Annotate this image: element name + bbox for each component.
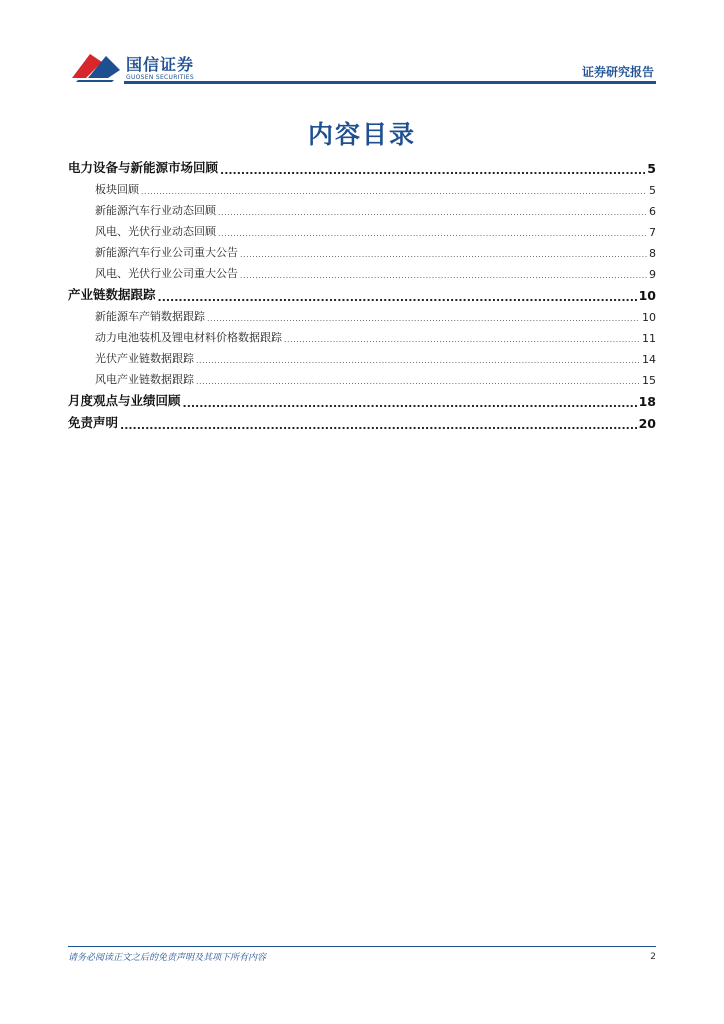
toc-entry-label: 风电产业链数据跟踪 xyxy=(95,373,194,386)
toc-entry-section[interactable] xyxy=(68,239,656,260)
toc-entry-label: 新能源汽车行业公司重大公告 xyxy=(95,246,238,259)
toc-entry-label: 板块回顾 xyxy=(95,183,139,196)
toc-leader-dots xyxy=(240,269,647,281)
toc-entry-page: 15 xyxy=(642,374,656,387)
toc-entry-section[interactable] xyxy=(68,218,656,239)
footer-divider xyxy=(68,946,656,947)
toc-entry-page: 18 xyxy=(638,394,656,409)
toc-leader-dots xyxy=(220,164,645,176)
page-number: 2 xyxy=(650,952,656,962)
toc-entry-label: 风电、光伏行业动态回顾 xyxy=(95,225,216,238)
report-type-label: 证券研究报告 xyxy=(581,65,654,79)
toc-entry-chapter[interactable] xyxy=(68,154,656,176)
footer-disclaimer: 请务必阅读正文之后的免责声明及其项下所有内容 xyxy=(68,953,267,963)
toc-entry-chapter[interactable] xyxy=(68,387,656,409)
logo-english-name: GUOSEN SECURITIES xyxy=(126,74,195,81)
toc-leader-dots xyxy=(158,291,637,303)
toc-entry-label: 新能源车产销数据跟踪 xyxy=(95,310,205,323)
toc-entry-page: 5 xyxy=(649,184,656,197)
toc-entry-section[interactable] xyxy=(68,345,656,366)
toc-entry-chapter[interactable] xyxy=(68,409,656,431)
toc-entry-page: 7 xyxy=(649,226,656,239)
toc-entry-label: 新能源汽车行业动态回顾 xyxy=(95,204,216,217)
toc-leader-dots xyxy=(183,397,637,409)
table-of-contents xyxy=(68,154,656,431)
header-divider xyxy=(124,81,656,84)
toc-entry-label: 免责声明 xyxy=(68,415,119,430)
toc-entry-page: 11 xyxy=(642,332,656,345)
toc-leader-dots xyxy=(207,312,640,324)
toc-leader-dots xyxy=(284,333,640,345)
toc-entry-label: 风电、光伏行业公司重大公告 xyxy=(95,267,238,280)
toc-entry-section[interactable] xyxy=(68,324,656,345)
toc-leader-dots xyxy=(141,185,647,197)
toc-title: 内容目录 xyxy=(307,120,416,149)
toc-entry-label: 动力电池装机及锂电材料价格数据跟踪 xyxy=(95,331,282,344)
toc-leader-dots xyxy=(218,227,647,239)
toc-entry-page: 14 xyxy=(642,353,656,366)
toc-entry-page: 10 xyxy=(642,311,656,324)
toc-entry-chapter[interactable] xyxy=(68,281,656,303)
toc-leader-dots xyxy=(196,375,640,387)
toc-entry-page: 10 xyxy=(638,288,656,303)
toc-entry-label: 产业链数据跟踪 xyxy=(68,287,156,302)
toc-entry-section[interactable] xyxy=(68,197,656,218)
toc-entry-section[interactable] xyxy=(68,260,656,281)
toc-entry-page: 20 xyxy=(638,416,656,431)
toc-entry-page: 6 xyxy=(649,205,656,218)
toc-entry-section[interactable] xyxy=(68,366,656,387)
toc-entry-page: 9 xyxy=(649,268,656,281)
toc-entry-label: 电力设备与新能源市场回顾 xyxy=(68,160,219,175)
toc-entry-label: 月度观点与业绩回顾 xyxy=(68,393,181,408)
toc-entry-section[interactable] xyxy=(68,176,656,197)
toc-leader-dots xyxy=(120,419,637,431)
toc-entry-page: 5 xyxy=(647,161,656,176)
toc-entry-page: 8 xyxy=(649,247,656,260)
toc-entry-label: 光伏产业链数据跟踪 xyxy=(95,352,194,365)
toc-leader-dots xyxy=(218,206,647,218)
page-header xyxy=(68,46,656,84)
guosen-logo-icon xyxy=(68,48,124,82)
toc-leader-dots xyxy=(196,354,640,366)
toc-leader-dots xyxy=(240,248,647,260)
toc-entry-section[interactable] xyxy=(68,303,656,324)
logo-chinese-name: 国信证券 xyxy=(126,55,195,74)
